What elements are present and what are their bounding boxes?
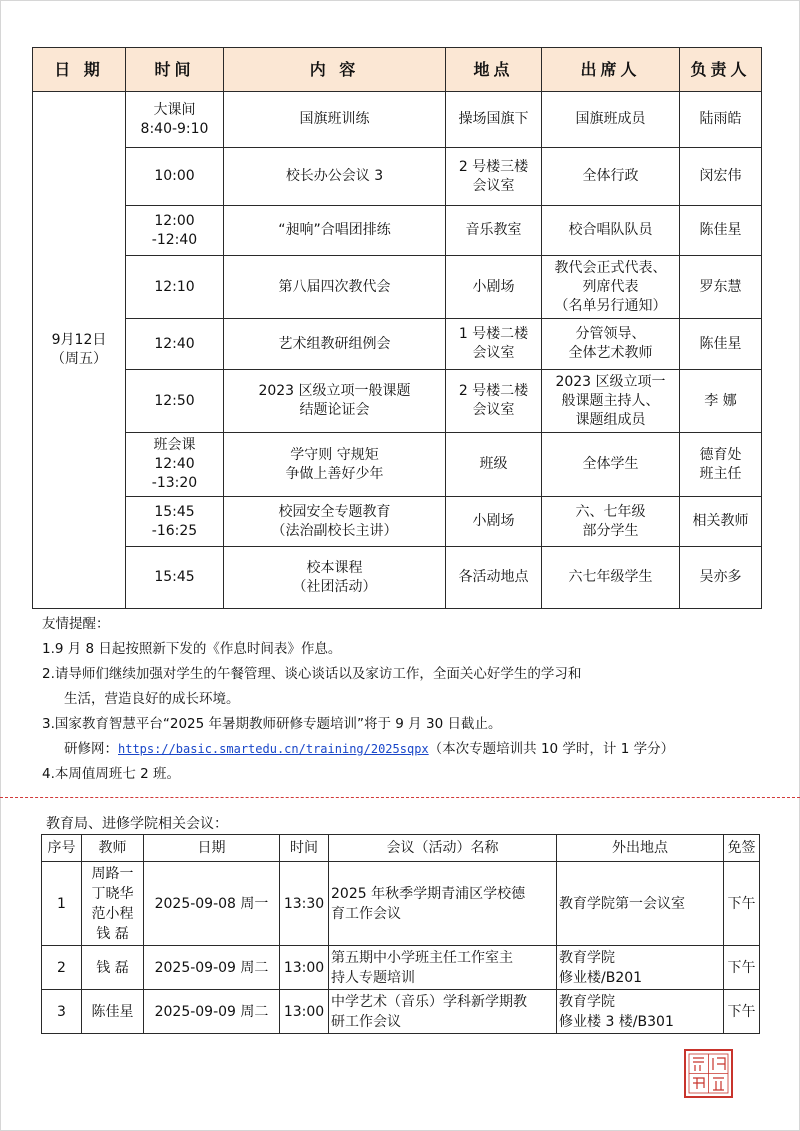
- header-meet-name: 会议（活动）名称: [329, 835, 557, 862]
- content-cell: 2023 区级立项一般课题 结题论证会: [224, 370, 446, 433]
- owner-cell: 李 娜: [680, 370, 762, 433]
- place-cell: 2 号楼三楼 会议室: [446, 148, 542, 206]
- header-date: 日 期: [33, 48, 126, 92]
- owner-cell: 德育处 班主任: [680, 433, 762, 497]
- content-cell: 国旗班训练: [224, 92, 446, 148]
- meeting-teacher-cell: 陈佳星: [82, 990, 144, 1034]
- note-3b-suffix: （本次专题培训共 10 学时，计 1 学分）: [428, 741, 675, 757]
- content-cell: 第八届四次教代会: [224, 256, 446, 319]
- note-2b: 生活，营造良好的成长环境。: [64, 691, 240, 707]
- meeting-time-cell: 13:30: [280, 862, 329, 946]
- attendees-cell: 全体行政: [542, 148, 680, 206]
- meeting-exempt-cell: 下午: [724, 862, 760, 946]
- schedule-header-row: [33, 48, 762, 92]
- header-place: 地点: [446, 48, 542, 92]
- meeting-row: [42, 990, 760, 1034]
- content-cell: 校园安全专题教育 （法治副校长主讲）: [224, 497, 446, 547]
- owner-cell: 罗东慧: [680, 256, 762, 319]
- schedule-row: [33, 256, 762, 319]
- date-cell: 9月12日 （周五）: [33, 92, 126, 609]
- note-2a: 2.请导师们继续加强对学生的午餐管理、谈心谈话以及家访工作，全面关心好学生的学习和: [42, 666, 582, 682]
- time-cell: 15:45: [126, 547, 224, 609]
- meeting-no-cell: 3: [42, 990, 82, 1034]
- training-link[interactable]: https://basic.smartedu.cn/training/2025sqpx: [118, 742, 429, 756]
- meeting-no-cell: 1: [42, 862, 82, 946]
- header-owner: 负责人: [680, 48, 762, 92]
- header-content: 内 容: [224, 48, 446, 92]
- place-cell: 班级: [446, 433, 542, 497]
- place-cell: 小剧场: [446, 497, 542, 547]
- schedule-row: [33, 92, 762, 148]
- header-attendees: 出席人: [542, 48, 680, 92]
- note-3b-prefix: 研修网：: [64, 741, 118, 757]
- owner-cell: 陈佳星: [680, 206, 762, 256]
- content-cell: 学守则 守规矩 争做上善好少年: [224, 433, 446, 497]
- meeting-time-cell: 13:00: [280, 990, 329, 1034]
- meeting-teacher-cell: 钱 磊: [82, 946, 144, 990]
- time-cell: 10:00: [126, 148, 224, 206]
- attendees-cell: 教代会正式代表、 列席代表 （名单另行通知）: [542, 256, 680, 319]
- attendees-cell: 校合唱队队员: [542, 206, 680, 256]
- attendees-cell: 六七年级学生: [542, 547, 680, 609]
- place-cell: 音乐教室: [446, 206, 542, 256]
- schedule-row: [33, 547, 762, 609]
- schedule-row: [33, 433, 762, 497]
- meeting-date-cell: 2025-09-09 周二: [144, 990, 280, 1034]
- schedule-row: [33, 206, 762, 256]
- attendees-cell: 分管领导、 全体艺术教师: [542, 319, 680, 370]
- section-divider: [0, 797, 800, 798]
- time-cell: 12:00 -12:40: [126, 206, 224, 256]
- time-cell: 12:10: [126, 256, 224, 319]
- attendees-cell: 2023 区级立项一 般课题主持人、 课题组成员: [542, 370, 680, 433]
- meeting-row: [42, 946, 760, 990]
- content-cell: 校本课程 （社团活动）: [224, 547, 446, 609]
- header-no: 序号: [42, 835, 82, 862]
- header-meet-date: 日期: [144, 835, 280, 862]
- header-meet-place: 外出地点: [557, 835, 724, 862]
- meeting-place-cell: 教育学院 修业楼/B201: [557, 946, 724, 990]
- attendees-cell: 全体学生: [542, 433, 680, 497]
- schedule-table: [32, 47, 762, 609]
- attendees-cell: 六、七年级 部分学生: [542, 497, 680, 547]
- meeting-name-cell: 第五期中小学班主任工作室主 持人专题培训: [329, 946, 557, 990]
- owner-cell: 吴亦多: [680, 547, 762, 609]
- header-exempt: 免签: [724, 835, 760, 862]
- owner-cell: 闵宏伟: [680, 148, 762, 206]
- time-cell: 12:50: [126, 370, 224, 433]
- owner-cell: 陈佳星: [680, 319, 762, 370]
- owner-cell: 陆雨皓: [680, 92, 762, 148]
- owner-cell: 相关教师: [680, 497, 762, 547]
- content-cell: “昶响”合唱团排练: [224, 206, 446, 256]
- content-cell: 校长办公会议 3: [224, 148, 446, 206]
- time-cell: 12:40: [126, 319, 224, 370]
- note-3b: [42, 737, 782, 762]
- place-cell: 小剧场: [446, 256, 542, 319]
- meeting-name-cell: 2025 年秋季学期青浦区学校德 育工作会议: [329, 862, 557, 946]
- reminder-notes: [42, 612, 782, 787]
- time-cell: 大课间 8:40-9:10: [126, 92, 224, 148]
- meetings-table: [41, 834, 760, 1034]
- meeting-row: [42, 862, 760, 946]
- note-1: 1.9 月 8 日起按照新下发的《作息时间表》作息。: [42, 641, 342, 657]
- place-cell: 2 号楼二楼 会议室: [446, 370, 542, 433]
- content-cell: 艺术组教研组例会: [224, 319, 446, 370]
- notes-title: 友情提醒：: [42, 616, 110, 632]
- meetings-title: 教育局、进修学院相关会议：: [46, 816, 228, 832]
- time-cell: 15:45 -16:25: [126, 497, 224, 547]
- meetings-header-row: [42, 835, 760, 862]
- meeting-no-cell: 2: [42, 946, 82, 990]
- place-cell: 各活动地点: [446, 547, 542, 609]
- header-meet-time: 时间: [280, 835, 329, 862]
- schedule-row: [33, 148, 762, 206]
- meeting-time-cell: 13:00: [280, 946, 329, 990]
- meeting-teacher-cell: 周路一 丁晓华 范小程 钱 磊: [82, 862, 144, 946]
- note-4: 4.本周值周班七 2 班。: [42, 766, 181, 782]
- time-cell: 班会课 12:40 -13:20: [126, 433, 224, 497]
- meeting-date-cell: 2025-09-08 周一: [144, 862, 280, 946]
- meeting-place-cell: 教育学院 修业楼 3 楼/B301: [557, 990, 724, 1034]
- attendees-cell: 国旗班成员: [542, 92, 680, 148]
- place-cell: 1 号楼二楼 会议室: [446, 319, 542, 370]
- header-teacher: 教师: [82, 835, 144, 862]
- meeting-date-cell: 2025-09-09 周二: [144, 946, 280, 990]
- meeting-name-cell: 中学艺术（音乐）学科新学期教 研工作会议: [329, 990, 557, 1034]
- meeting-place-cell: 教育学院第一会议室: [557, 862, 724, 946]
- schedule-row: [33, 497, 762, 547]
- schedule-row: [33, 319, 762, 370]
- header-time: 时间: [126, 48, 224, 92]
- red-seal-stamp-icon: [683, 1048, 734, 1099]
- schedule-row: [33, 370, 762, 433]
- meeting-exempt-cell: 下午: [724, 946, 760, 990]
- meeting-exempt-cell: 下午: [724, 990, 760, 1034]
- note-3a: 3.国家教育智慧平台“2025 年暑期教师研修专题培训”将于 9 月 30 日截止。: [42, 716, 502, 732]
- place-cell: 操场国旗下: [446, 92, 542, 148]
